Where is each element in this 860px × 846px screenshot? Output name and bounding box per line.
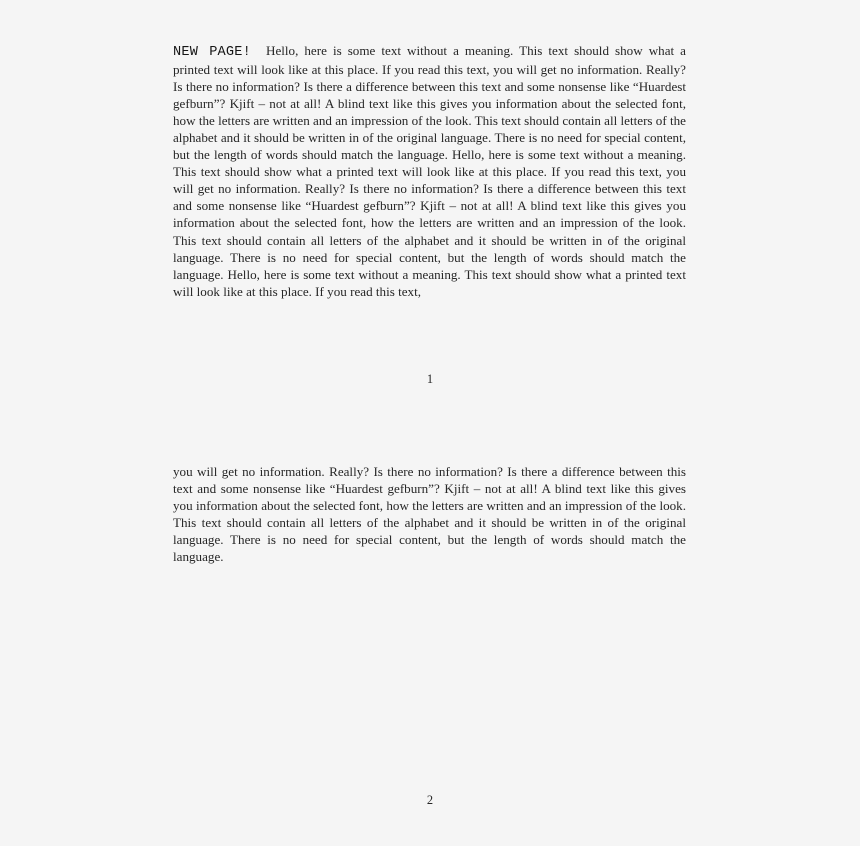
page-number-one: 1 — [426, 372, 434, 386]
page-one-paragraph: Hello, here is some text without a meaning. This text should show what a printed text will look like at this place. If you read this text, you will get no information. Really? Is there no information? Is there a difference between this text and some nonsense like “Huardest gefburn”? Kjift – not at all! A blind text like this gives you information about the selected font, how the letters are written and an impression of the look. This text should contain all letters of the alphabet and it should be written in of the original language. There is no need for special content, but the length of words should match the language. Hello, here is some text without a meaning. This text should show what a printed text will look like at this place. If you read this text, you will get no information. Really? Is there no information? Is there a difference between this text and some nonsense like “Huardest gefburn”? Kjift – not at all! A blind text like this gives you information about the selected font, how the letters are written and an impression of the look. This text should contain all letters of the alphabet and it should be written in of the original language. There is no need for special content, but the length of words should match the language. Hello, here is some text without a meaning. This text should show what a printed text will look like at this place. If you read this text, — [173, 43, 686, 299]
page-one-text-block — [173, 42, 686, 300]
page-number-two: 2 — [426, 793, 434, 807]
new-page-marker: NEW PAGE! — [173, 45, 251, 60]
page-two-text-block — [173, 463, 686, 565]
page-two-paragraph: you will get no information. Really? Is there no information? Is there a difference between this text and some nonsense like “Huardest gefburn”? Kjift – not at all! A blind text like this gives you information about the selected font, how the letters are written and an impression of the look. This text should contain all letters of the alphabet and it should be written in of the original language. There is no need for special content, but the length of words should match the language. — [173, 464, 686, 565]
